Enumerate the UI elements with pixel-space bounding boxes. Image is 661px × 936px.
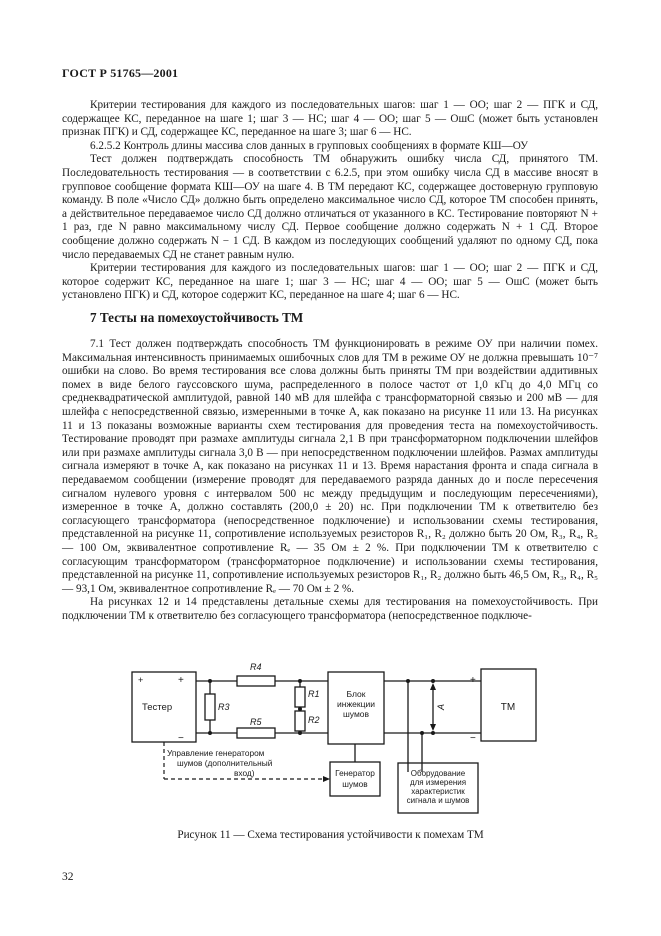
equipment-label-line2: для измерения — [409, 778, 467, 787]
resistor-r2 — [295, 711, 305, 731]
r2-label: R2 — [308, 715, 320, 725]
figure-caption: Рисунок 11 — Схема тестирования устойчивости к помехам ТМ — [177, 829, 484, 841]
r5-label: R5 — [250, 717, 262, 727]
tester-plus-mark: + — [178, 675, 184, 686]
tm-label: ТМ — [500, 702, 516, 713]
resistor-r3 — [205, 694, 215, 720]
text-block-criteria — [62, 99, 598, 303]
paragraph: 6.2.5.2 Контроль длины массива слов данных в групповых сообщениях в формате КШ—ОУ — [90, 139, 529, 152]
r4-label: R4 — [250, 662, 262, 672]
resistor-r1 — [295, 687, 305, 707]
paragraph: Критерии тестирования для каждого из последовательных шагов: шаг 1 — ОО; шаг 2 — ПГК и СД, содержащее КС, переданное на шаге 1; шаг 3 — НС; шаг 4 — ОО; шаг 5 — ОшС (может быть установлен признак ПГК) и СД, содержащее КС, переданное на шаге 3; шаг 6 — НС. — [62, 99, 598, 139]
tm-minus-mark: − — [470, 733, 476, 744]
resistor-r4 — [237, 676, 275, 686]
document-header: ГОСТ Р 51765—2001 — [62, 66, 179, 80]
block-label-line2: инжекции — [337, 699, 375, 709]
text-block-noise-tests — [62, 338, 598, 623]
paragraph: 7.1 Тест должен подтверждать способность ТМ функционировать в режиме ОУ при наличии помех. Максимальная интенсивность принимаемых ошибочных слов для ТМ в режиме ОУ не должна превышать 10⁻⁷ ошибки на слово. Во время тестирования все слова должны быть приняты ТМ при воздействии аддитивных помех в виде белого гауссовского шума, распределенного в полосе частот от 1,0 кГц до 4,0 МГц со среднеквадратической амплитудой, равной 140 мВ для шлейфа с трансформаторной связью и 200 мВ — для шлейфа с непосредственной связью, измеренными в точке А, как показано на рисунке 11 или 13. На рисунках 11 и 13 показаны возможные варианты схем тестирования для проведения теста на помехоустойчивость. Тестирование проводят при размахе амплитуды сигнала 2,1 В при трансформаторном подключении шлейфов или при размахе амплитуды сигнала 3,0 В — при непосредственном подключении шлейфов. Размах амплитуды сигнала измеряют в точке А, как показано на рисунках 11 и 13. Время нарастания фронта и спада сигнала в передаваемом сообщении (измерение проводят для передаваемого разряда данных до и после пересечения сигналом нулевого уровня с интервалом 500 нс между предыдущим и последующим пересечениями), измеренное в точке А, должно составлять (200,0 ± 20) нс. При подключении ТМ к ответвителю без согласующего трансформатора (непосредственное подключение) и использовании схемы тестирования, представленной на рисунке 11, сопротивление используемых резисторов R₁, R₂ должно быть 20 Ом, R₃, R₄, R₅ — 100 Ом, эквивалентное сопротивление Rₑ — 35 Ом ± 2 %. При подключении ТМ к ответвителю с согласующим трансформатором (трансформаторное подключение) и использовании схемы тестирования, представленной на рисунке 11, сопротивление используемых резисторов R₁, R₂ должно быть 46,5 Ом, R₃, R₄, R₅ — 93,1 Ом, эквивалентное сопротивление Rₑ — 70 Ом ± 2 %. — [62, 338, 598, 595]
control-label-line1: Управление генератором — [167, 748, 265, 758]
block-label-line1: Блок — [346, 689, 366, 699]
paragraph: Критерии тестирования для каждого из последовательных шагов: шаг 1 — ОО; шаг 2 — ПГК и СД, которое содержит КС, переданное на шаге 1; шаг 3 — НС; шаг 4 — ОО; шаг 5 — ОшС (может быть установлено ПГК) и СД, которое содержит КС, переданное на шаге 4; шаг 6 — НС. — [62, 262, 598, 302]
equipment-label-line4: сигнала и шумов — [406, 796, 470, 805]
section-heading: 7 Тесты на помехоустойчивость ТМ — [90, 310, 304, 325]
resistor-r5 — [237, 728, 275, 738]
point-a-label: А — [436, 703, 446, 710]
control-label-line3: вход) — [234, 768, 255, 778]
paragraph: На рисунках 12 и 14 представлены детальные схемы для тестирования на помехоустойчивость. При подключении ТМ к ответвителю без согласующего трансформатора (непосредственное подключе- — [62, 596, 598, 622]
generator-label-line1: Генератор — [335, 768, 375, 778]
tm-plus-mark: + — [470, 675, 476, 686]
tester-plus-sign: + — [138, 675, 144, 685]
circuit-diagram — [130, 652, 502, 822]
page-number: 32 — [62, 871, 74, 883]
circuit-diagram-figure — [130, 652, 502, 822]
r1-label: R1 — [308, 689, 320, 699]
generator-label-line2: шумов — [342, 779, 368, 789]
equipment-label-line3: характеристик — [411, 787, 465, 796]
tester-label: Тестер — [142, 702, 173, 713]
paragraph: Тест должен подтверждать способность ТМ обнаружить ошибку числа СД, принятого ТМ. Последовательность тестирования — в соответствии с 6.2.5, при этом ошибку числа СД в массиве вносят в групповое сообщение формата КШ—ОУ на шаге 4. В ТМ передают КС, содержащее достоверную групповую команду. В поле «Число СД» должно быть определено максимальное число СД, которое ТМ способен принять, а действительное передаваемое число СД должно отличаться от указанного в КС. Тестирование повторяют N + 1 раз, где N равно максимальному числу СД. Первое сообщение должно содержать N + 1 СД. Второе сообщение должно содержать N − 1 СД. В каждом из последующих сообщений удаляют по одному СД, пока число передаваемых СД не станет равным нулю. — [62, 153, 598, 261]
tester-minus-mark: − — [178, 733, 184, 744]
r3-label: R3 — [218, 702, 230, 712]
control-label-line2: шумов (дополнительный — [177, 758, 273, 768]
tm-device — [480, 668, 538, 744]
equipment-label-line1: Оборудование — [410, 769, 466, 778]
block-label-line3: шумов — [342, 709, 370, 719]
